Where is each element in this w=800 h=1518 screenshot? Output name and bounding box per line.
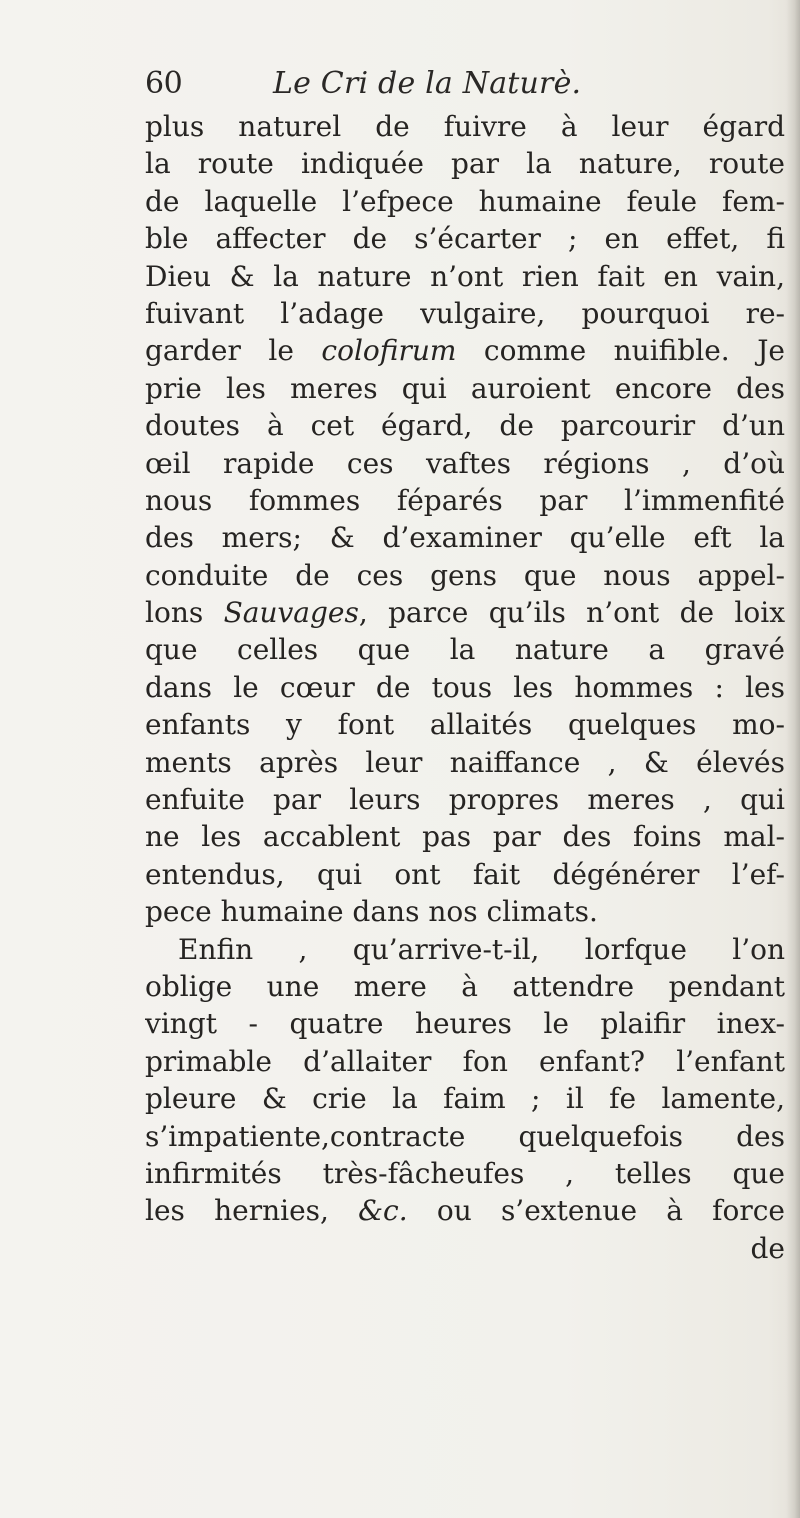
- text-line: [145, 145, 785, 182]
- line-text: , parce qu’ils n’ont de loix: [358, 596, 785, 630]
- line-text: enfants y font allaités quelques mo-: [145, 708, 785, 742]
- text-line: [145, 1118, 785, 1155]
- page-edge-shadow: [786, 0, 800, 1518]
- italic-word: &c.: [358, 1194, 408, 1228]
- text-line: [145, 332, 785, 369]
- line-text: primable d’allaiter fon enfant? l’enfant: [145, 1044, 785, 1078]
- text-line: [145, 407, 785, 444]
- line-text: la route indiquée par la nature, route: [145, 147, 785, 181]
- text-line: [145, 818, 785, 855]
- line-text: doutes à cet égard, de parcourir d’un: [145, 409, 785, 443]
- line-text: enfuite par leurs propres meres , qui: [145, 783, 785, 817]
- line-text: conduite de ces gens que nous appel-: [145, 558, 785, 592]
- text-line: [145, 856, 785, 893]
- page-header: [145, 62, 785, 106]
- text-line: [145, 893, 785, 930]
- line-text: oblige une mere à attendre pendant: [145, 969, 785, 1003]
- page-number: 60: [145, 66, 183, 101]
- text-line: [145, 968, 785, 1005]
- line-text: de laquelle l’efpece humaine feule fem-: [145, 184, 785, 218]
- line-text: œil rapide ces vaftes régions , d’où: [145, 446, 785, 480]
- text-line: [145, 744, 785, 781]
- line-text: ne les accablent pas par des foins mal-: [145, 820, 785, 854]
- running-title: Le Cri de la Naturè.: [273, 66, 582, 101]
- line-text: de: [750, 1231, 785, 1265]
- text-line: [145, 557, 785, 594]
- text-line: [145, 931, 785, 968]
- line-text: plus naturel de fuivre à leur égard: [145, 110, 785, 143]
- line-text: les hernies,: [145, 1194, 359, 1228]
- text-line: [145, 183, 785, 220]
- text-line: [145, 669, 785, 706]
- line-text: pleure & crie la faim ; il fe lamente,: [145, 1082, 785, 1116]
- line-text: des mers; & d’examiner qu’elle eft la: [145, 521, 785, 555]
- text-line: [145, 1005, 785, 1042]
- text-line: [145, 519, 785, 556]
- italic-word: colofirum: [321, 334, 457, 368]
- line-text: comme nuifible. Je: [456, 334, 785, 368]
- line-text: dans le cœur de tous les hommes : les: [145, 670, 785, 704]
- line-text: Enfin , qu’arrive-t-il, lorfque l’on: [178, 932, 785, 966]
- text-line: [145, 1043, 785, 1080]
- text-line: [145, 781, 785, 818]
- text-line: [145, 594, 785, 631]
- text-line: [145, 108, 785, 145]
- line-text: entendus, qui ont fait dégénérer l’ef-: [145, 857, 785, 891]
- line-text: prie les meres qui auroient encore des: [145, 371, 785, 405]
- line-text: infirmités très-fâcheufes , telles que: [145, 1156, 785, 1190]
- line-text: fuivant l’adage vulgaire, pourquoi re-: [145, 296, 785, 330]
- line-text: lons: [145, 596, 224, 630]
- catchword: [145, 1230, 785, 1267]
- text-line: [145, 1080, 785, 1117]
- line-text: ments après leur naiffance , & élevés: [145, 745, 785, 779]
- text-line: [145, 1155, 785, 1192]
- line-text: nous fommes féparés par l’immenfité: [145, 483, 785, 517]
- italic-word: Sauvages: [223, 596, 359, 630]
- line-text: s’impatiente,contracte quelquefois des: [145, 1119, 785, 1153]
- text-line: [145, 1192, 785, 1229]
- text-line: [145, 295, 785, 332]
- text-line: [145, 482, 785, 519]
- text-line: [145, 445, 785, 482]
- line-text: ble affecter de s’écarter ; en effet, fi: [145, 222, 785, 256]
- text-line: [145, 706, 785, 743]
- text-line: [145, 631, 785, 668]
- text-line: [145, 370, 785, 407]
- text-line: [145, 258, 785, 295]
- line-text: ou s’extenue à force: [407, 1194, 785, 1228]
- text-body: [145, 108, 785, 1267]
- line-text: garder le: [145, 334, 322, 368]
- line-text: que celles que la nature a gravé: [145, 633, 785, 667]
- line-text: Dieu & la nature n’ont rien fait en vain,: [145, 259, 785, 293]
- text-line: [145, 220, 785, 257]
- line-text: pece humaine dans nos climats.: [145, 895, 598, 929]
- line-text: vingt - quatre heures le plaifir inex-: [145, 1007, 785, 1041]
